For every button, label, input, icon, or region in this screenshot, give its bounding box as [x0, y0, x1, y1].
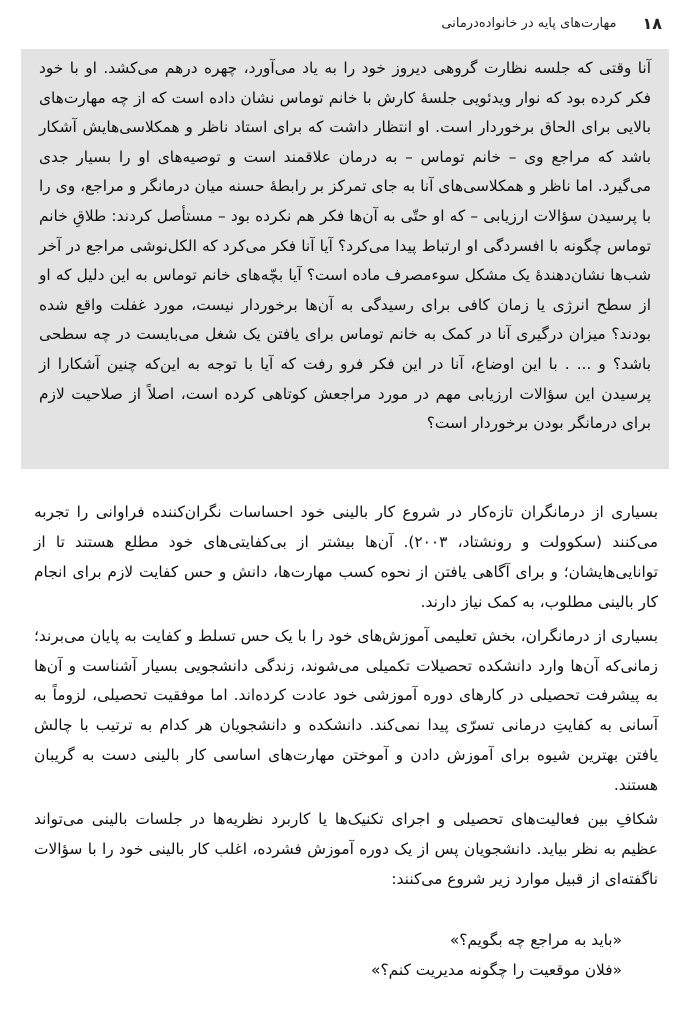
case-example-text: آنا وقتی که جلسه نظارت گروهی دیروز خود را به یاد می‌آورد، چهره درهم می‌کشد. او با خود فکر کرده بود که نوار ویدئویی جلسهٔ کارش با خانم توماس نشان داده است که از چه مهارت‌های بالایی برای الحاق برخوردار است. او انتظار داشت که برای استاد ناظر و همکلاسی‌هایش آشکار باشد که مراجع وی – خانم توماس – به درمان علاقمند است و توصیه‌های او را بسیار جدی می‌گیرد. اما ناظر و همکلاسی‌های آنا به جای تمرکز بر رابطهٔ حسنه میان درمانگر و مراجع، وی را با پرسیدن سؤالات ارزیابی – که او حتّی به آن‌ها فکر هم نکرده بود – مستأصل کردند: طلاقِ خانم توماس چگونه با افسردگی او ارتباط پیدا می‌کرد؟ آیا آنا فکر می‌کرد که الکل‌نوشی مراجع در آخر شب‌ها نشان‌دهندهٔ یک مشکل سوءمصرف ماده است؟ آیا بچّه‌های خانم توماس به این دلیل که او از سطح انرژی یا زمان کافی برای رسیدگی به آن‌ها برخوردار نیست، مورد غفلت واقع شده بودند؟ میزان درگیری آنا در کمک به خانم توماس برای یافتن یک شغل می‌بایست در چه سطحی باشد؟ و ... . با این اوضاع، آنا در این فکر فرو رفت که آیا با توجه به این‌که چنین آشکارا از پرسیدن این سؤالات ارزیابی مهم در مورد مراجعش کوتاهی کرده است، اصلاً از صلاحیت لازم برای درمانگر بودن برخوردار است؟: [39, 59, 651, 433]
quote-item: «باید به مراجع چه بگویم؟»: [449, 931, 622, 949]
case-example-box: [21, 49, 669, 469]
body-text: [34, 498, 658, 899]
paragraph: بسیاری از درمانگران تازه‌کار در شروع کار بالینی خود احساسات نگران‌کننده فراوانی را تجربه می‌کنند (سکوولت و رونشتاد، ۲۰۰۳). آن‌ها بیشتر از بی‌کفایتی‌های خود مطلع هستند تا از توانایی‌هایشان؛ و برای آگاهی یافتن از نحوه کسب مهارت‌ها، دانش و حس کفایت لازم برای انجام کار بالینی مطلوب، به کمک نیاز دارند.: [34, 503, 658, 611]
quote-list: [371, 925, 622, 985]
page-number: ۱۸: [642, 13, 662, 33]
paragraph: شکافِ بین فعالیت‌های تحصیلی و اجرای تکنیک‌ها یا کاربرد نظریه‌ها در جلسات بالینی می‌تواند عظیم به نظر بیاید. دانشجویان پس از یک دوره آموزش فشرده، اغلب کار بالینی خود را با سؤالات ناگفته‌ای از قبیل موارد زیر شروع می‌کنند:: [34, 810, 658, 888]
running-title: مهارت‌های پایه در خانواده‌درمانی: [441, 15, 617, 31]
paragraph: بسیاری از درمانگران، بخش تعلیمی آموزش‌های خود را با یک حس تسلط و کفایت به پایان می‌برند؛ زمانی‌که آن‌ها وارد دانشکده تحصیلات تکمیلی می‌شوند، زندگی دانشجویی بسیار آشناست و آن‌ها به پیشرفت تحصیلی در کارهای دوره آموزشی خود عادت کرده‌اند. اما موفقیت تحصیلی، لزوماً به آسانی به کفایتِ درمانی تسرّی پیدا نمی‌کند. دانشکده و دانشجویان هر کدام به ترتیب با چالش یافتن بهترین شیوه برای آموزش دادن و آموختن مهارت‌های اساسی کار بالینی دست به گریبان هستند.: [34, 626, 658, 795]
page-header: [40, 12, 662, 34]
quote-item: «فلان موقعیت را چگونه مدیریت کنم؟»: [371, 961, 622, 979]
